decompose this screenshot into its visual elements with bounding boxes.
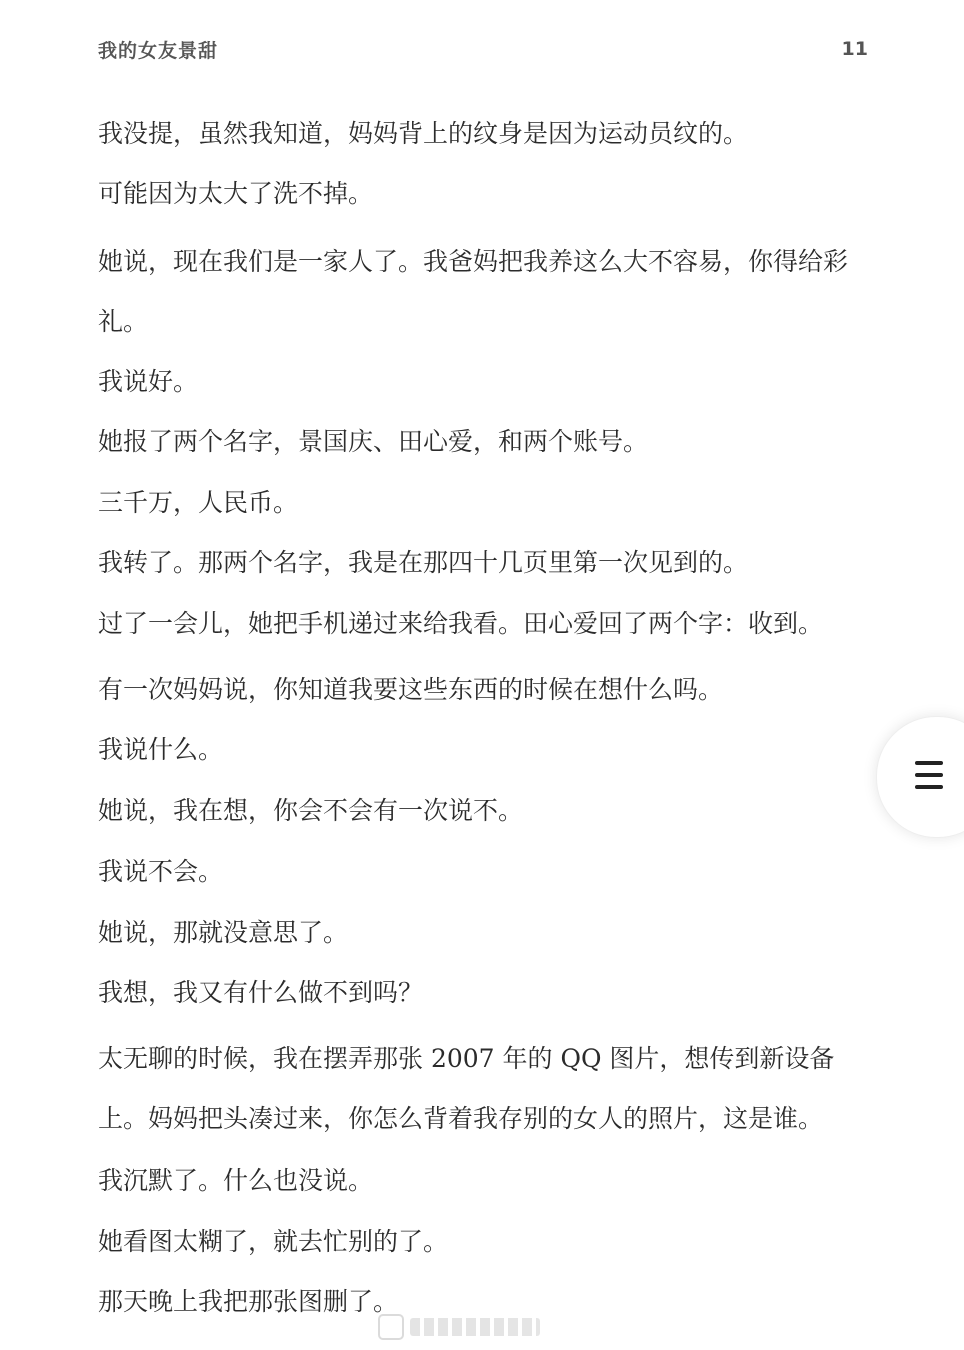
weibo-watermark xyxy=(378,1312,578,1342)
page-header xyxy=(98,32,868,66)
paragraph: 我说什么。 xyxy=(98,735,224,764)
hamburger-menu-icon xyxy=(915,761,943,791)
paragraph: 她说，我在想，你会不会有一次说不。 xyxy=(98,796,524,825)
paragraph: 三千万，人民币。 xyxy=(98,488,299,517)
paragraph: 我想，我又有什么做不到吗？ xyxy=(98,978,424,1007)
paragraph: 我转了。那两个名字，我是在那四十几页里第一次见到的。 xyxy=(98,548,749,577)
paragraph: 那天晚上我把那张图删了。 xyxy=(98,1287,399,1316)
paragraph: 我说好。 xyxy=(98,367,199,396)
page-number: 11 xyxy=(841,38,868,60)
paragraph: 可能因为太大了洗不掉。 xyxy=(98,179,374,208)
weibo-logo-icon xyxy=(378,1314,404,1340)
paragraph: 我说不会。 xyxy=(98,857,224,886)
paragraph: 她说，那就没意思了。 xyxy=(98,918,349,947)
watermark-text-mark xyxy=(410,1318,540,1336)
paragraph: 过了一会儿，她把手机递过来给我看。田心爱回了两个字：收到。 xyxy=(98,609,824,638)
paragraph: 太无聊的时候，我在摆弄那张 2007 年的 QQ 图片，想传到新设备上。妈妈把头凑过来，你怎么背着我存别的女人的照片，这是谁。 xyxy=(98,1044,835,1133)
paragraph: 她看图太糊了，就去忙别的了。 xyxy=(98,1227,449,1256)
menu-button[interactable] xyxy=(876,716,964,838)
paragraph: 有一次妈妈说，你知道我要这些东西的时候在想什么吗。 xyxy=(98,675,724,704)
paragraph: 我沉默了。什么也没说。 xyxy=(98,1166,374,1195)
paragraph: 我没提，虽然我知道，妈妈背上的纹身是因为运动员纹的。 xyxy=(98,119,749,148)
paragraph: 她报了两个名字，景国庆、田心爱，和两个账号。 xyxy=(98,427,649,456)
paragraph: 她说，现在我们是一家人了。我爸妈把我养这么大不容易，你得给彩礼。 xyxy=(98,247,849,336)
book-title: 我的女友景甜 xyxy=(98,39,219,62)
